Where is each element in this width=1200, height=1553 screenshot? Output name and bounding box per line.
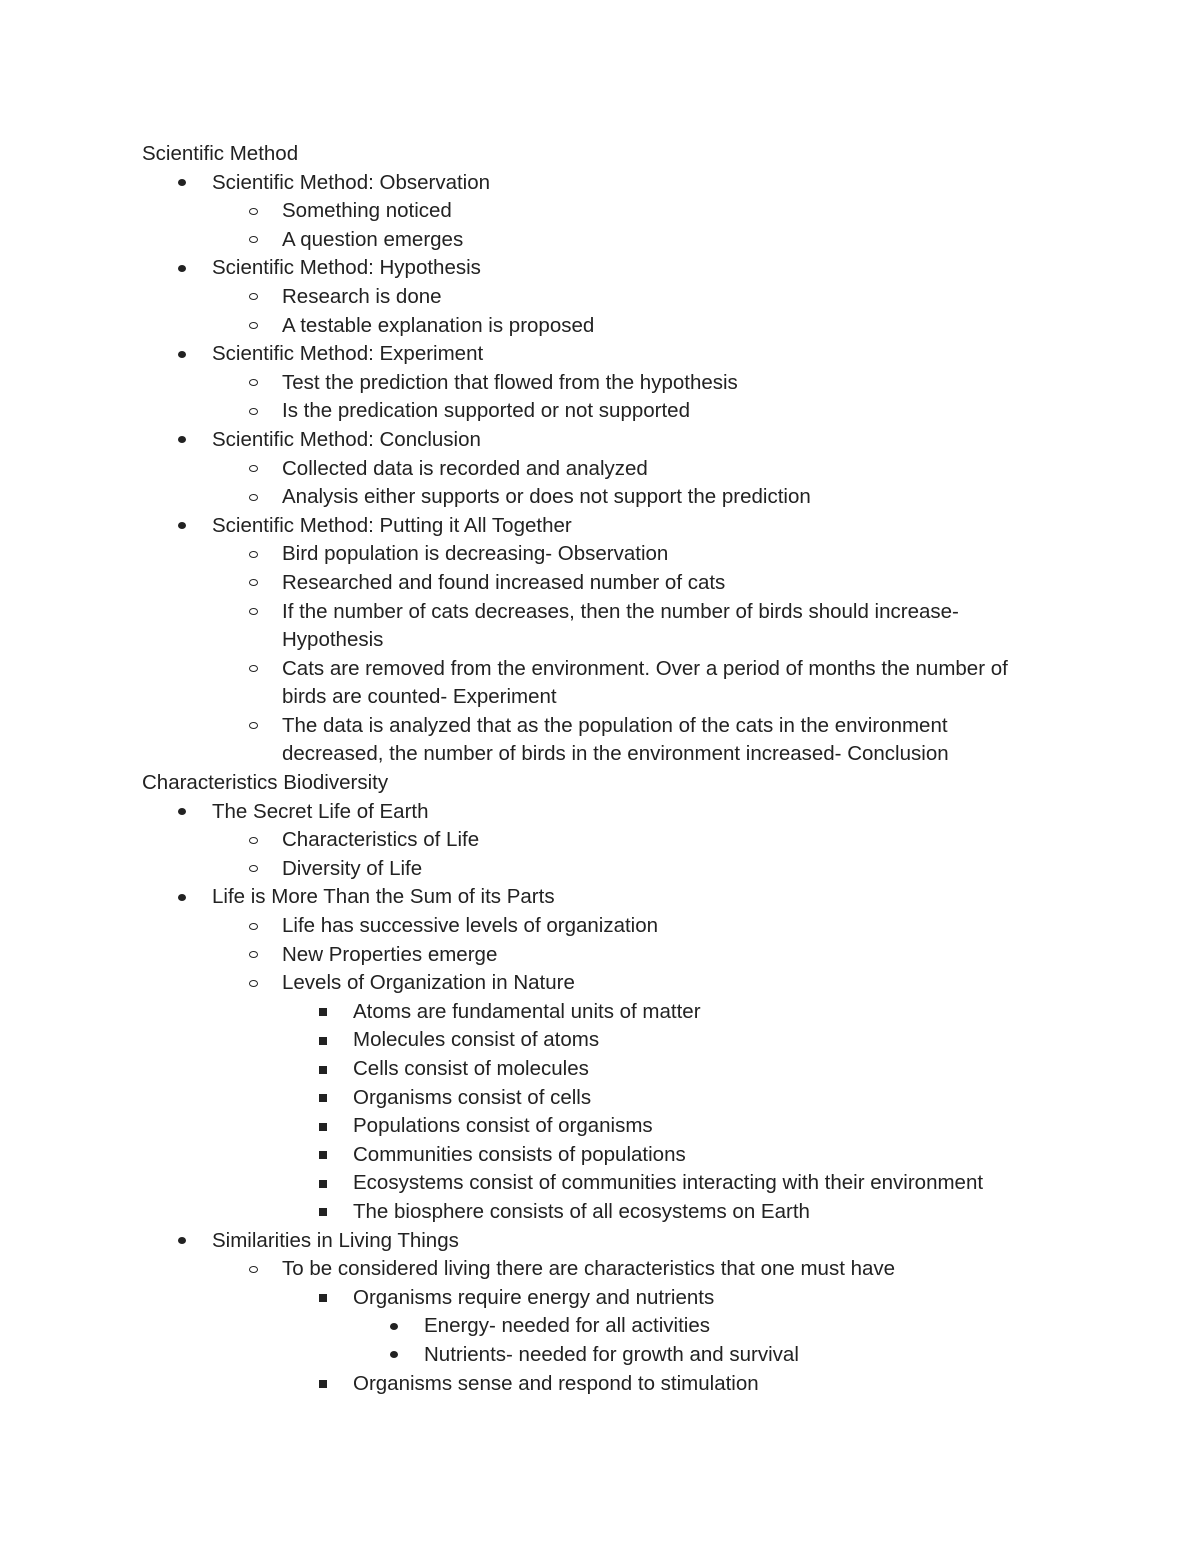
square-bullet-icon	[319, 998, 349, 1027]
list-item-text: Life has successive levels of organization	[282, 914, 659, 938]
section-heading	[0, 769, 1200, 798]
list-item-text: decreased, the number of birds in the environment increased- Conclusion	[282, 742, 949, 766]
disc-bullet-icon	[178, 1227, 208, 1256]
list-item-text: Organisms consist of cells	[353, 1085, 592, 1109]
list-item	[0, 1169, 1200, 1198]
disc-bullet-icon	[178, 512, 208, 541]
list-item	[0, 998, 1200, 1027]
disc-bullet-icon	[178, 340, 208, 369]
circle-bullet-icon	[249, 941, 279, 970]
list-item	[0, 1284, 1200, 1313]
list-item-text: Similarities in Living Things	[212, 1228, 459, 1252]
section-heading	[0, 140, 1200, 169]
circle-bullet-icon	[249, 312, 279, 341]
list-item	[0, 1112, 1200, 1141]
list-item-text: Scientific Method: Experiment	[212, 342, 484, 366]
list-item	[0, 426, 1200, 455]
circle-bullet-icon	[249, 197, 279, 226]
circle-bullet-icon	[249, 969, 279, 998]
list-item-text: Scientific Method: Observation	[212, 170, 491, 194]
list-item-text: Bird population is decreasing- Observation	[282, 542, 669, 566]
list-item	[0, 369, 1200, 398]
disc-bullet-icon	[390, 1312, 420, 1341]
list-item-text: To be considered living there are characteristics that one must have	[282, 1257, 896, 1281]
square-bullet-icon	[319, 1141, 349, 1170]
circle-bullet-icon	[249, 483, 279, 512]
list-item-text: Scientific Method: Hypothesis	[212, 256, 481, 280]
list-item	[0, 712, 1200, 741]
circle-bullet-icon	[249, 655, 279, 684]
list-item	[0, 1141, 1200, 1170]
list-item-text: The biosphere consists of all ecosystems on Earth	[353, 1199, 810, 1223]
list-item-text: Is the predication supported or not supported	[282, 399, 690, 423]
list-item-text: Molecules consist of atoms	[353, 1028, 600, 1052]
list-item-text: Hypothesis	[282, 628, 384, 652]
circle-bullet-icon	[249, 598, 279, 627]
square-bullet-icon	[319, 1198, 349, 1227]
section-heading-text: Characteristics Biodiversity	[142, 771, 389, 795]
list-item-text: Levels of Organization in Nature	[282, 971, 575, 995]
list-item-text: If the number of cats decreases, then the number of birds should increase-	[282, 599, 959, 623]
list-item-text: Collected data is recorded and analyzed	[282, 456, 648, 480]
list-item	[0, 283, 1200, 312]
list-item	[0, 340, 1200, 369]
document-body	[0, 140, 1200, 1398]
list-item	[0, 1370, 1200, 1399]
list-item	[0, 826, 1200, 855]
section-heading-text: Scientific Method	[142, 142, 299, 165]
list-item	[0, 512, 1200, 541]
list-item-text: Ecosystems consist of communities interacting with their environment	[353, 1171, 984, 1195]
disc-bullet-icon	[178, 254, 208, 283]
square-bullet-icon	[319, 1169, 349, 1198]
list-item-text: Scientific Method: Conclusion	[212, 427, 481, 451]
circle-bullet-icon	[249, 826, 279, 855]
list-item	[0, 397, 1200, 426]
list-item-text: Researched and found increased number of cats	[282, 570, 726, 594]
circle-bullet-icon	[249, 455, 279, 484]
square-bullet-icon	[319, 1284, 349, 1313]
list-item-text: Life is More Than the Sum of its Parts	[212, 885, 555, 909]
list-item-text: Scientific Method: Putting it All Together	[212, 513, 572, 537]
list-item-text: Populations consist of organisms	[353, 1114, 653, 1138]
list-item	[0, 540, 1200, 569]
list-item-text: Nutrients- needed for growth and survival	[424, 1342, 799, 1366]
disc-bullet-icon	[178, 798, 208, 827]
square-bullet-icon	[319, 1112, 349, 1141]
list-item-text: Communities consists of populations	[353, 1142, 686, 1166]
list-item-text: A question emerges	[282, 227, 464, 251]
square-bullet-icon	[319, 1370, 349, 1399]
circle-bullet-icon	[249, 712, 279, 741]
list-item	[0, 1341, 1200, 1370]
list-item	[0, 883, 1200, 912]
list-item	[0, 312, 1200, 341]
circle-bullet-icon	[249, 569, 279, 598]
list-item	[0, 798, 1200, 827]
list-item-text: New Properties emerge	[282, 942, 498, 966]
list-item	[0, 483, 1200, 512]
list-item-text: Research is done	[282, 284, 442, 308]
disc-bullet-icon	[178, 883, 208, 912]
list-item	[0, 226, 1200, 255]
circle-bullet-icon	[249, 226, 279, 255]
list-item	[0, 598, 1200, 627]
circle-bullet-icon	[249, 912, 279, 941]
list-item	[0, 1026, 1200, 1055]
disc-bullet-icon	[178, 426, 208, 455]
square-bullet-icon	[319, 1026, 349, 1055]
list-item-text: The Secret Life of Earth	[212, 799, 429, 823]
list-item	[0, 569, 1200, 598]
list-item	[0, 1255, 1200, 1284]
circle-bullet-icon	[249, 397, 279, 426]
list-item	[0, 169, 1200, 198]
list-item-text: Organisms sense and respond to stimulation	[353, 1371, 759, 1395]
disc-bullet-icon	[178, 169, 208, 198]
list-item-text: Energy- needed for all activities	[424, 1314, 711, 1338]
list-item	[0, 912, 1200, 941]
square-bullet-icon	[319, 1084, 349, 1113]
list-item-text: Analysis either supports or does not support the prediction	[282, 485, 811, 509]
circle-bullet-icon	[249, 369, 279, 398]
list-item-text: Characteristics of Life	[282, 828, 480, 852]
list-item	[0, 1055, 1200, 1084]
list-item-text: Test the prediction that flowed from the hypothesis	[282, 370, 738, 394]
list-item-text: A testable explanation is proposed	[282, 313, 595, 337]
list-item	[0, 740, 1200, 769]
circle-bullet-icon	[249, 283, 279, 312]
list-item	[0, 655, 1200, 684]
disc-bullet-icon	[390, 1341, 420, 1370]
list-item-text: Cells consist of molecules	[353, 1057, 589, 1080]
square-bullet-icon	[319, 1055, 349, 1084]
list-item	[0, 1227, 1200, 1256]
list-item	[0, 1198, 1200, 1227]
list-item	[0, 455, 1200, 484]
circle-bullet-icon	[249, 855, 279, 884]
circle-bullet-icon	[249, 1255, 279, 1284]
list-item	[0, 855, 1200, 884]
circle-bullet-icon	[249, 540, 279, 569]
list-item-text: birds are counted- Experiment	[282, 685, 557, 709]
list-item	[0, 941, 1200, 970]
list-item-text: Atoms are fundamental units of matter	[353, 999, 701, 1023]
list-item-text: Diversity of Life	[282, 856, 423, 880]
list-item	[0, 683, 1200, 712]
list-item	[0, 197, 1200, 226]
list-item-text: Something noticed	[282, 199, 452, 223]
list-item	[0, 254, 1200, 283]
list-item-text: Cats are removed from the environment. Over a period of months the number of	[282, 656, 1008, 680]
list-item-text: Organisms require energy and nutrients	[353, 1285, 715, 1309]
list-item	[0, 1312, 1200, 1341]
list-item	[0, 969, 1200, 998]
list-item	[0, 626, 1200, 655]
list-item-text: The data is analyzed that as the population of the cats in the environment	[282, 713, 948, 737]
list-item	[0, 1084, 1200, 1113]
